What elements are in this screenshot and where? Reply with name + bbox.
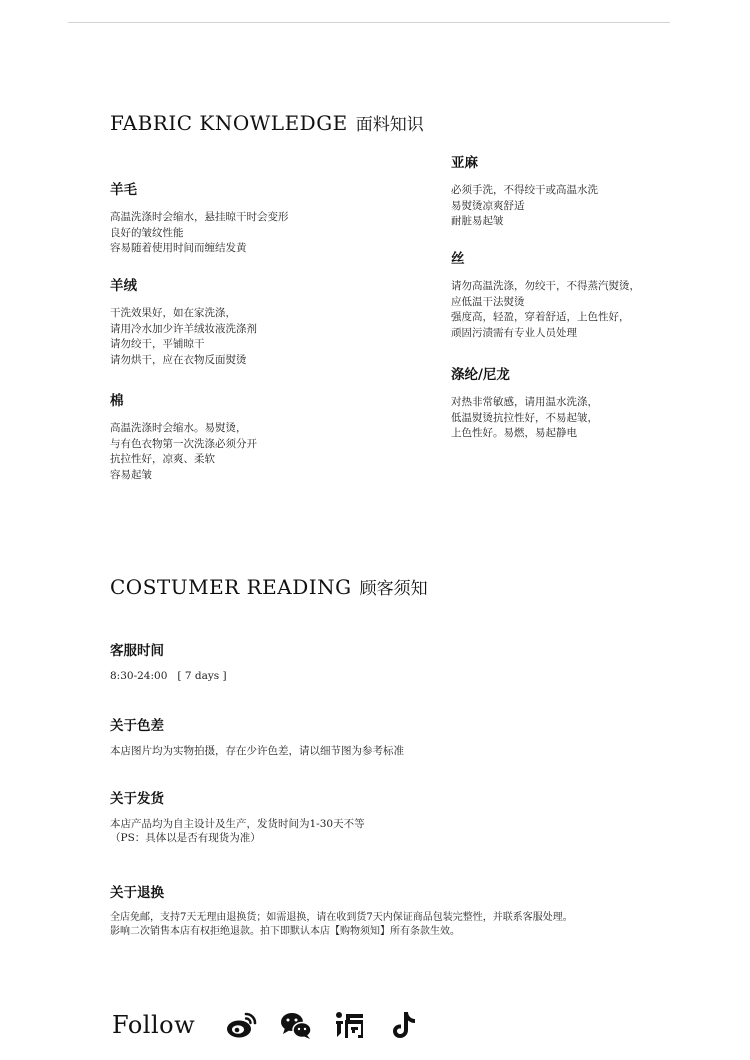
- notice-heading: 客服时间: [110, 643, 164, 659]
- fabric-line: 抗拉性好，凉爽、柔软: [110, 453, 215, 465]
- fabric-title-en: FABRIC KNOWLEDGE: [110, 111, 348, 135]
- notice-heading: 关于发货: [110, 791, 164, 807]
- fabric-cotton: [110, 389, 257, 483]
- follow-row: [112, 1008, 441, 1042]
- fabric-name: 丝: [451, 251, 465, 267]
- fabric-name: 棉: [110, 393, 124, 409]
- fabric-cashmere: [110, 274, 257, 368]
- customer-title-zh: 顾客须知: [359, 579, 428, 599]
- fabric-line: 高温洗涤时会缩水。易熨烫，: [110, 422, 247, 434]
- fabric-name: 羊毛: [110, 182, 137, 198]
- notice-line: 全店免邮，支持7天无理由退换货；如需退换，请在收到货7天内保证商品包装完整性，并联系客服处理。: [110, 912, 573, 923]
- fabric-line: 与有色衣物第一次洗涤必须分开: [110, 437, 257, 450]
- fabric-line: 上色性好。易燃，易起静电: [451, 427, 577, 439]
- fabric-line: 高温洗涤时会缩水，悬挂晾干时会变形: [110, 211, 289, 223]
- customer-returns: [110, 881, 573, 939]
- notice-line: 本店图片均为实物拍摄，存在少许色差，请以细节图为参考标准: [110, 745, 404, 757]
- fabric-line: 应低温干法熨烫: [451, 295, 525, 308]
- wechat-icon[interactable]: [279, 1008, 313, 1042]
- fabric-line: 容易随着使用时间而缠结发黄: [110, 242, 247, 254]
- top-divider: [68, 22, 670, 23]
- taobao-icon[interactable]: [333, 1008, 367, 1042]
- fabric-name: 亚麻: [451, 155, 478, 171]
- fabric-line: 干洗效果好，如在家洗涤，: [110, 307, 236, 319]
- fabric-line: 低温熨烫抗拉性好，不易起皱，: [451, 411, 598, 424]
- fabric-silk: [451, 247, 640, 341]
- notice-heading: 关于退换: [110, 885, 164, 901]
- customer-section-title: [110, 574, 428, 599]
- notice-heading: 关于色差: [110, 718, 164, 734]
- fabric-name: 涤纶/尼龙: [451, 367, 510, 383]
- douyin-icon[interactable]: [387, 1008, 421, 1042]
- fabric-line: 请勿绞干，平铺晾干: [110, 338, 205, 350]
- fabric-polyester-nylon: [451, 363, 598, 442]
- customer-shipping: [110, 787, 365, 845]
- fabric-line: 请勿烘干，应在衣物反面熨烫: [110, 353, 247, 366]
- fabric-line: 易熨烫凉爽舒适: [451, 199, 525, 212]
- fabric-section-title: [110, 110, 424, 135]
- fabric-line: 强度高，轻盈，穿着舒适，上色性好，: [451, 311, 630, 323]
- fabric-wool: [110, 178, 289, 257]
- fabric-line: 请勿高温洗涤，勿绞干，不得蒸汽熨烫，: [451, 280, 640, 292]
- follow-label: Follow: [112, 1011, 196, 1039]
- notice-line: 影响二次销售本店有权拒绝退款。拍下即默认本店【购物须知】所有条款生效。: [110, 926, 460, 937]
- fabric-title-zh: 面料知识: [355, 115, 424, 135]
- fabric-line: 容易起皱: [110, 468, 152, 481]
- fabric-line: 必须手洗，不得绞干或高温水洗: [451, 184, 598, 196]
- fabric-line: 请用冷水加少许羊绒妆液洗涤剂: [110, 322, 257, 335]
- customer-color-difference: [110, 714, 404, 758]
- fabric-linen: [451, 151, 598, 230]
- customer-service-hours: [110, 639, 227, 683]
- customer-title-en: COSTUMER READING: [110, 575, 352, 599]
- fabric-line: 对热非常敏感，请用温水洗涤，: [451, 396, 598, 408]
- fabric-line: 顽固污渍需有专业人员处理: [451, 326, 577, 339]
- notice-line: （PS：具体以是否有现货为准）: [110, 832, 261, 844]
- fabric-line: 耐脏易起皱: [451, 215, 504, 227]
- fabric-name: 羊绒: [110, 278, 137, 294]
- notice-line: 本店产品均为自主设计及生产，发货时间为1-30天不等: [110, 818, 365, 830]
- notice-line: 8:30-24:00 [ 7 days ]: [110, 670, 227, 682]
- fabric-line: 良好的皱纹性能: [110, 226, 184, 239]
- weibo-icon[interactable]: [225, 1008, 259, 1042]
